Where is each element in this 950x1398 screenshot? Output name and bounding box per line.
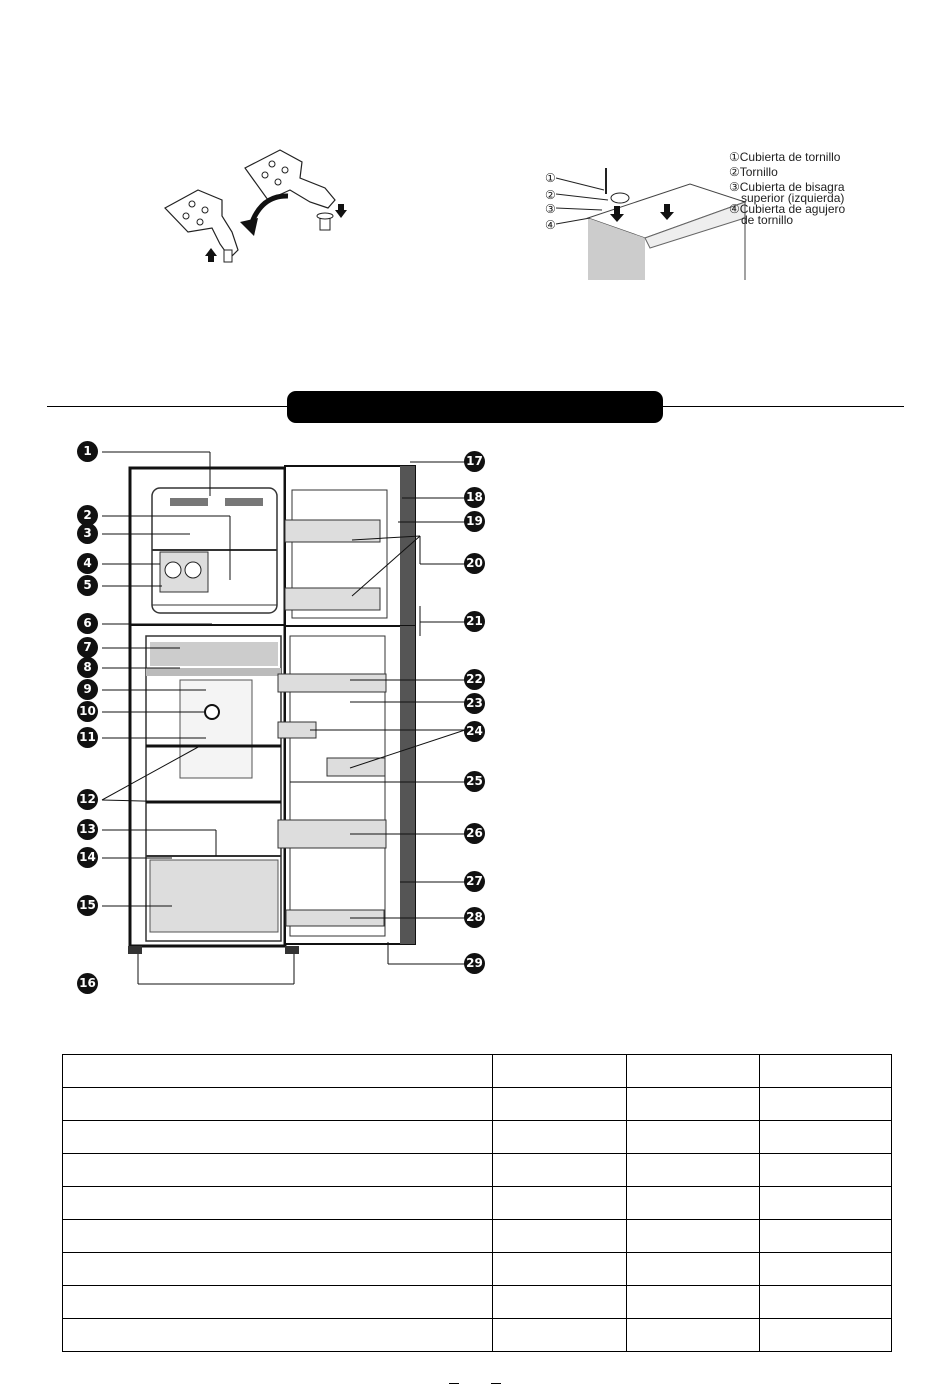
spec-table	[62, 1054, 892, 1352]
table-cell	[493, 1253, 627, 1286]
table-cell	[760, 1253, 892, 1286]
callout-badge-19: 19	[464, 511, 485, 532]
table-row	[63, 1286, 892, 1319]
top-cover-illustration	[540, 160, 750, 280]
legend-line: ①Cubierta de tornillo	[729, 150, 841, 164]
table-cell	[493, 1088, 627, 1121]
table-cell	[627, 1286, 760, 1319]
table-row	[63, 1220, 892, 1253]
table-cell	[760, 1088, 892, 1121]
table-cell	[760, 1286, 892, 1319]
callout-badge-6: 6	[77, 613, 98, 634]
fridge-diagram	[80, 440, 500, 1000]
table-row	[63, 1121, 892, 1154]
section-title-bar	[287, 391, 663, 423]
callout-badge-25: 25	[464, 771, 485, 792]
legend-line: ③Cubierta de bisagra	[729, 180, 845, 194]
table-cell	[627, 1220, 760, 1253]
legend-line: ④Cubierta de agujero	[729, 202, 846, 216]
callout-badge-21: 21	[464, 611, 485, 632]
table-cell	[627, 1187, 760, 1220]
callout-badge-12: 12	[77, 789, 98, 810]
table-row	[63, 1154, 892, 1187]
callout-badge-10: 10	[77, 701, 98, 722]
callout-badge-7: 7	[77, 637, 98, 658]
table-cell	[493, 1154, 627, 1187]
callout-badge-17: 17	[464, 451, 485, 472]
table-cell	[63, 1220, 493, 1253]
hinge-parts-legend	[729, 152, 845, 226]
callout-3-top: ③	[545, 202, 556, 216]
callout-badge-24: 24	[464, 721, 485, 742]
table-cell	[760, 1187, 892, 1220]
callout-badge-22: 22	[464, 669, 485, 690]
table-cell	[63, 1121, 493, 1154]
legend-line: ②Tornillo	[729, 165, 778, 179]
table-cell	[63, 1154, 493, 1187]
table-row	[63, 1088, 892, 1121]
hinge-swap-illustration	[150, 140, 370, 275]
callout-badge-23: 23	[464, 693, 485, 714]
table-cell	[627, 1319, 760, 1352]
callout-badge-18: 18	[464, 487, 485, 508]
table-row	[63, 1253, 892, 1286]
callout-badge-1: 1	[77, 441, 98, 462]
table-cell	[627, 1253, 760, 1286]
table-row	[63, 1319, 892, 1352]
callout-badge-4: 4	[77, 553, 98, 574]
table-cell	[63, 1187, 493, 1220]
table-cell	[493, 1286, 627, 1319]
table-cell	[63, 1253, 493, 1286]
callout-badge-16: 16	[77, 973, 98, 994]
table-cell	[760, 1055, 892, 1088]
table-cell	[493, 1220, 627, 1253]
table-cell	[760, 1220, 892, 1253]
callout-badge-29: 29	[464, 953, 485, 974]
callout-badge-26: 26	[464, 823, 485, 844]
section-rule-left	[47, 406, 287, 407]
callout-4-top: ④	[545, 218, 556, 232]
table-cell	[63, 1286, 493, 1319]
table-cell	[493, 1319, 627, 1352]
callout-badge-14: 14	[77, 847, 98, 868]
table-row	[63, 1055, 892, 1088]
callout-badge-27: 27	[464, 871, 485, 892]
callout-badge-2: 2	[77, 505, 98, 526]
callout-badge-11: 11	[77, 727, 98, 748]
table-cell	[63, 1088, 493, 1121]
table-cell	[493, 1187, 627, 1220]
table-cell	[627, 1121, 760, 1154]
callout-badge-13: 13	[77, 819, 98, 840]
page-number-mark	[449, 1383, 459, 1384]
table-cell	[760, 1121, 892, 1154]
callout-badge-9: 9	[77, 679, 98, 700]
table-cell	[627, 1088, 760, 1121]
callout-badge-3: 3	[77, 523, 98, 544]
callout-badge-20: 20	[464, 553, 485, 574]
table-cell	[63, 1055, 493, 1088]
callout-1-top: ①	[545, 171, 556, 185]
table-cell	[627, 1055, 760, 1088]
table-cell	[493, 1121, 627, 1154]
table-row	[63, 1187, 892, 1220]
page-number-mark	[491, 1383, 501, 1384]
callout-badge-8: 8	[77, 657, 98, 678]
callout-badge-15: 15	[77, 895, 98, 916]
section-rule-right	[663, 406, 904, 407]
table-cell	[760, 1154, 892, 1187]
legend-line: de tornillo	[741, 213, 794, 227]
callout-badge-28: 28	[464, 907, 485, 928]
table-cell	[493, 1055, 627, 1088]
callout-2-top: ②	[545, 188, 556, 202]
table-cell	[760, 1319, 892, 1352]
table-cell	[63, 1319, 493, 1352]
legend-line: superior (izquierda)	[741, 191, 845, 205]
callout-badge-5: 5	[77, 575, 98, 596]
table-cell	[627, 1154, 760, 1187]
